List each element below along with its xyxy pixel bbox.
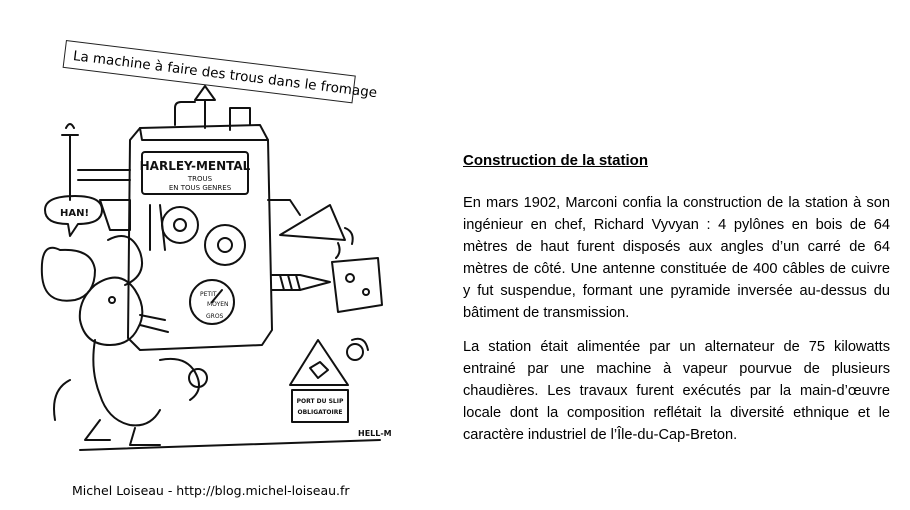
caption-text: La machine à faire des trous dans le fromage xyxy=(72,48,378,102)
warning-text-1: PORT DU SLIP xyxy=(296,398,344,405)
machine-top-edge xyxy=(140,128,268,140)
slot-lines xyxy=(150,205,165,250)
left-connecting-pipe xyxy=(78,170,130,180)
left-valve-pipe xyxy=(62,124,78,200)
mouse-head xyxy=(80,278,143,345)
ground-line xyxy=(80,440,380,450)
speech-text: HAN! xyxy=(60,208,90,219)
left-box xyxy=(100,200,130,230)
footer-credit: Michel Loiseau - http://blog.michel-loiseau.fr xyxy=(72,483,350,498)
dial-label-3: GROS xyxy=(206,313,224,320)
top-arrow-pipe xyxy=(195,86,215,128)
mouse-arm xyxy=(160,359,199,400)
small-gear xyxy=(347,344,363,360)
cartoon-illustration xyxy=(0,75,440,475)
cheese-block xyxy=(332,258,382,312)
mouse-feet xyxy=(85,420,160,445)
cheese-hole-2 xyxy=(363,289,369,295)
gear-1 xyxy=(162,207,198,243)
cheese-hole-1 xyxy=(346,274,354,282)
sign-subtitle-1: TROUS xyxy=(187,175,213,183)
gear-2 xyxy=(205,225,245,265)
article-paragraph-1: En mars 1902, Marconi confia la construction de la station à son ingénieur en chef, Richard Vyvyan : 4 pylônes en bois de 64 mètres de haut furent disposés aux angles d’un carré de 64 mètres de côté. Une antenne constituée de 400 câbles de cuivre y fut suspendue, formant une pyramide inversée au-dessus du bâtiment de transmission. xyxy=(463,195,890,321)
gear-2-hub xyxy=(218,238,232,252)
warning-symbol xyxy=(310,362,328,378)
warning-text-2: OBLIGATOIRE xyxy=(297,409,343,416)
artist-signature: HELL-M xyxy=(358,429,392,438)
top-pipe-right xyxy=(230,108,250,130)
top-pipe-left xyxy=(175,102,195,125)
dial-label-1: PETIT xyxy=(200,291,217,298)
lamp-drips xyxy=(336,228,353,258)
drill-threads xyxy=(280,275,300,290)
lamp-arm xyxy=(268,200,300,215)
warning-plate xyxy=(292,390,348,422)
dial-label-2: MOYEN xyxy=(207,301,229,308)
sign-subtitle-2: EN TOUS GENRES xyxy=(168,184,232,192)
article-paragraph-2: La station était alimentée par un alternateur de 75 kilowatts entrainé par une machine à vapeur pourvue de plusieurs chaudières. Les travaux furent exécutés par la main-d’œuvre locale dont la composition reflétait la diversité ethnique et le caractère industriel de l’Île-du-Cap-Breton. xyxy=(463,339,890,443)
mouse-tail xyxy=(54,380,70,420)
sign-title: HARLEY-MENTAL xyxy=(139,159,251,173)
mouse-body xyxy=(93,340,160,425)
article-heading: Construction de la station xyxy=(463,152,649,169)
lamp-shade xyxy=(280,205,345,240)
gear-1-hub xyxy=(174,219,186,231)
mouse-whiskers xyxy=(140,315,168,332)
mouse-eye xyxy=(109,297,115,303)
